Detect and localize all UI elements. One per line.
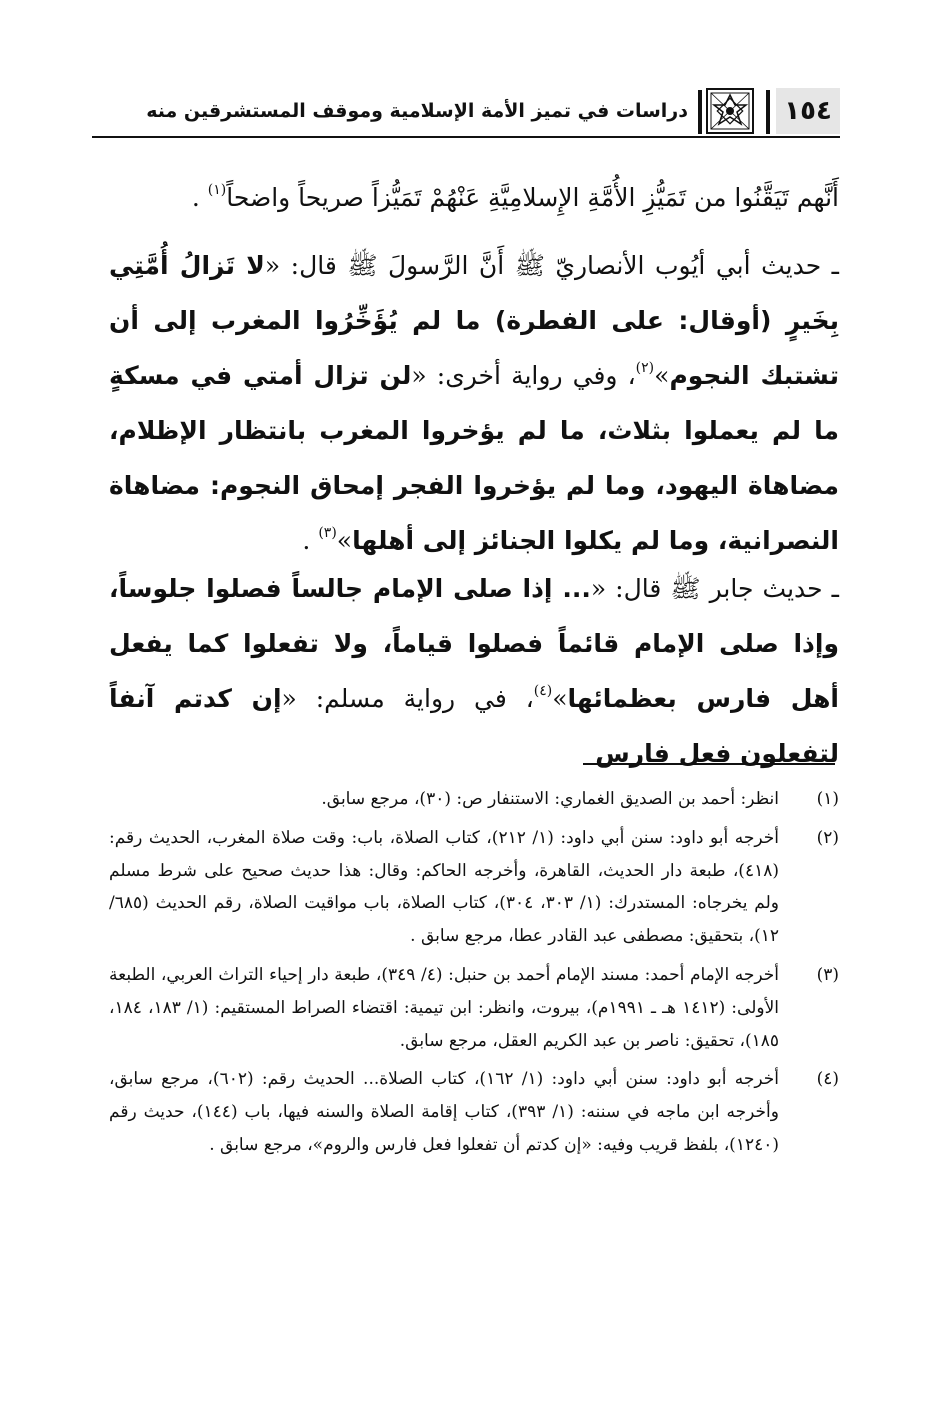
p1-text: أَنَّهم تَيَقَّنُوا من تَمَيُّزِ الأُمَّةِ الإِسلامِيَّةِ عَنْهُمْ تَمَيُّزاً صريحاً واضحاً xyxy=(226,183,839,212)
p3-intro: ـ حديث جابر ﷺ قال: « xyxy=(590,574,839,603)
footnote-ref: (٢) xyxy=(635,360,655,376)
footnote-item xyxy=(109,783,839,816)
page-header xyxy=(92,88,840,138)
p2-mid: ، وفي رواية أخرى: « xyxy=(411,361,636,390)
p1-end: . xyxy=(191,183,208,212)
p2-intro: ـ حديث أبي أيُوب الأنصاريّ ﷺ أَنَّ الرَّسولَ ﷺ قال: « xyxy=(264,251,839,280)
hadith-quote: ... إذا صلى الإمام جالساً فصلوا جلوساً، وإذا صلى الإمام قائماً فصلوا قياماً، ولا تفعلوا كما يفعل أهل فارس بعظمائها xyxy=(109,574,839,713)
footnote-label: (٣) xyxy=(816,964,839,985)
quote-close: » xyxy=(336,526,353,555)
header-divider-bar xyxy=(698,90,702,134)
hadith-quote: إن كدتم آنفاً لتفعلون فعل فارس xyxy=(109,684,839,768)
footnote-label: (٢) xyxy=(816,827,839,848)
footnote-label: (٤) xyxy=(816,1069,839,1090)
footnote-item xyxy=(109,1063,839,1161)
paragraph-1 xyxy=(109,170,839,225)
p3-mid: ، في رواية مسلم: « xyxy=(281,684,534,713)
paragraph-3 xyxy=(109,561,839,781)
header-divider-bar xyxy=(766,90,770,134)
arabesque-ornament-icon xyxy=(706,88,754,134)
quote-close: » xyxy=(654,361,670,390)
footnote-label: (١) xyxy=(816,789,839,809)
page-number: ١٥٤ xyxy=(776,88,840,134)
footnote-text: أخرجه أبو داود: سنن أبي داود: (١/ ٢١٢)، كتاب الصلاة، باب: وقت صلاة المغرب، الحديث رقم: (٤١٨)، طبعة دار الحديث، القاهرة، وأخرجه الحاكم: وقال: هذا حديث صحيح على شرط مسلم ولم يخرجاه: المستدرك: (١/ ٣٠٣، ٣٠٤)، كتاب الصلاة، باب مواقيت الصلاة، رقم الحديث (٦٨٥/ ١٢)، بتحقيق: مصطفى عبد القادر عطا، مرجع سابق . xyxy=(109,827,780,947)
footnote-text: انظر: أحمد بن الصديق الغماري: الاستنفار ص: (٣٠)، مرجع سابق. xyxy=(321,789,779,809)
paragraph-2 xyxy=(109,238,839,568)
p2-end: . xyxy=(302,526,319,555)
footnote-ref: (١) xyxy=(207,182,227,198)
hadith-quote: لن تزال أمتي في مسكةٍ ما لم يعملوا بثلاث، ما لم يؤخروا المغرب بانتظار الإظلام، مضاهاة اليهود، وما لم يؤخروا الفجر إمحاق النجوم: مضاهاة النصرانية، وما لم يكلوا الجنائز إلى أهلها xyxy=(109,361,839,555)
quote-close: » xyxy=(552,684,568,713)
footnotes xyxy=(109,783,839,1168)
footnote-item xyxy=(109,822,839,953)
running-title: دراسات في تميز الأمة الإسلامية وموقف المستشرقين منه xyxy=(146,100,688,122)
footnote-ref: (٣) xyxy=(318,525,337,541)
footnote-text: أخرجه أبو داود: سنن أبي داود: (١/ ١٦٢)، كتاب الصلاة... الحديث رقم: (٦٠٢)، مرجع سابق، وأخرجه ابن ماجه في سننه: (١/ ٣٩٣)، كتاب إقامة الصلاة والسنه فيها، باب (١٤٤)، حديث رقم (١٢٤٠)، بلفظ قريب وفيه: «إن كدتم أن تفعلوا فعل فارس والروم»، مرجع سابق . xyxy=(109,1069,779,1155)
footnote-separator xyxy=(583,763,835,765)
footnote-ref: (٤) xyxy=(533,683,553,699)
footnote-text: أخرجه الإمام أحمد: مسند الإمام أحمد بن حنبل: (٤/ ٣٤٩)، طبعة دار إحياء التراث العربي، الطبعة الأولى: (١٤١٢ هـ ـ ١٩٩١م)، بيروت، وانظر: ابن تيمية: اقتضاء الصراط المستقيم: (١/ ١٨٣، ١٨٤، ١٨٥)، تحقيق: ناصر بن عبد الكريم العقل، مرجع سابق. xyxy=(109,964,780,1051)
hadith-quote: لا تَزالُ أُمَّتِي بِخَيرٍ (أوقال: على الفطرة) ما لم يُؤَخِّرُوا المغرب إلى أن تشتبك النجوم xyxy=(109,251,839,390)
header-rule xyxy=(92,136,840,138)
footnote-item xyxy=(109,959,839,1057)
